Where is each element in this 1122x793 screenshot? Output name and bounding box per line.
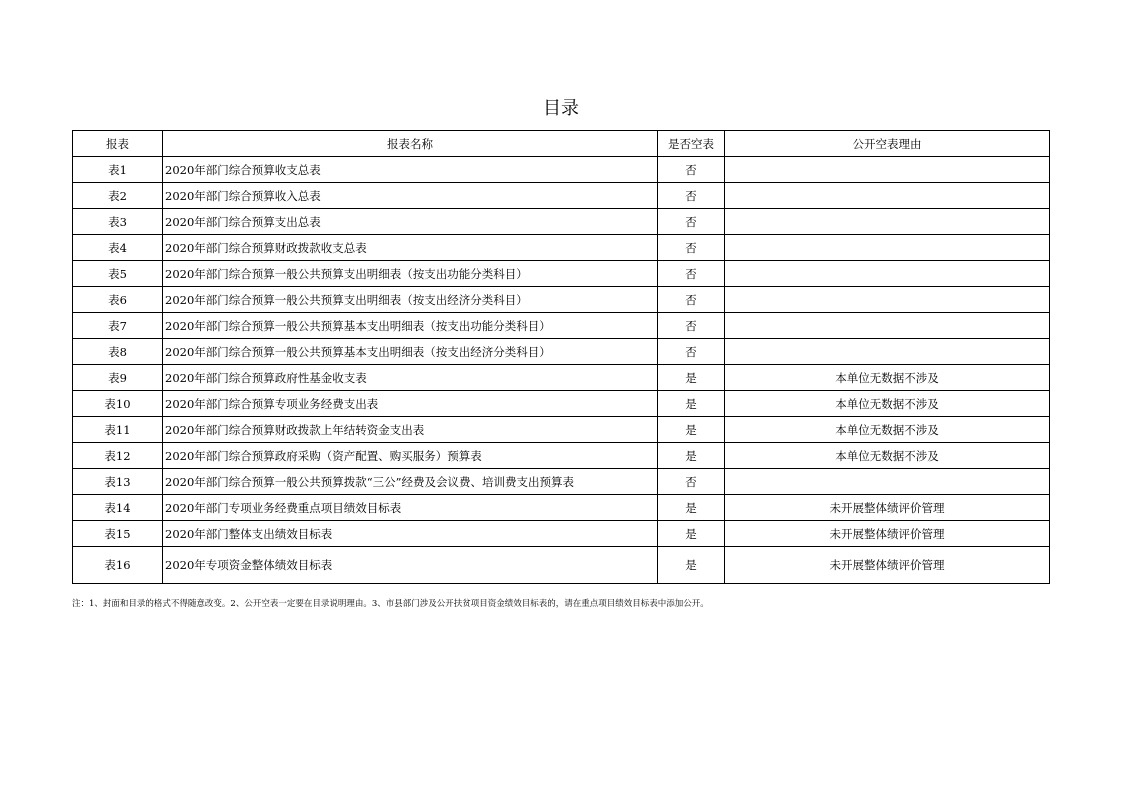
report-number: 表12 — [73, 443, 163, 469]
is-empty-value: 否 — [658, 235, 725, 261]
is-empty-value: 是 — [658, 521, 725, 547]
empty-reason: 未开展整体绩评价管理 — [725, 547, 1050, 584]
table-row — [73, 391, 1050, 417]
report-number: 表14 — [73, 495, 163, 521]
footnote: 注：1、封面和目录的格式不得随意改变。2、公开空表一定要在目录说明理由。3、市县部门涉及公开扶贫项目资金绩效目标表的，请在重点项目绩效目标表中添加公开。 — [72, 599, 709, 609]
table-row — [73, 261, 1050, 287]
empty-reason: 未开展整体绩评价管理 — [725, 495, 1050, 521]
is-empty-value: 否 — [658, 339, 725, 365]
empty-reason: 本单位无数据不涉及 — [725, 443, 1050, 469]
report-name: 2020年部门综合预算政府性基金收支表 — [163, 365, 658, 391]
header-empty-reason: 公开空表理由 — [725, 131, 1050, 157]
report-name: 2020年部门综合预算收支总表 — [163, 157, 658, 183]
report-name: 2020年部门综合预算收入总表 — [163, 183, 658, 209]
empty-reason — [725, 339, 1050, 365]
report-name: 2020年部门综合预算专项业务经费支出表 — [163, 391, 658, 417]
is-empty-value: 是 — [658, 417, 725, 443]
report-number: 表9 — [73, 365, 163, 391]
report-number: 表7 — [73, 313, 163, 339]
table-row — [73, 183, 1050, 209]
report-name: 2020年部门整体支出绩效目标表 — [163, 521, 658, 547]
is-empty-value: 是 — [658, 391, 725, 417]
empty-reason: 本单位无数据不涉及 — [725, 391, 1050, 417]
empty-reason — [725, 209, 1050, 235]
page-title: 目录 — [543, 98, 579, 119]
report-number: 表2 — [73, 183, 163, 209]
table-row — [73, 209, 1050, 235]
table-header-row — [73, 131, 1050, 157]
table-row — [73, 339, 1050, 365]
empty-reason — [725, 469, 1050, 495]
is-empty-value: 否 — [658, 469, 725, 495]
report-name: 2020年部门专项业务经费重点项目绩效目标表 — [163, 495, 658, 521]
is-empty-value: 是 — [658, 443, 725, 469]
report-number: 表16 — [73, 547, 163, 584]
empty-reason — [725, 183, 1050, 209]
report-number: 表8 — [73, 339, 163, 365]
report-name: 2020年专项资金整体绩效目标表 — [163, 547, 658, 584]
table-body — [73, 157, 1050, 584]
empty-reason — [725, 287, 1050, 313]
catalog-table — [72, 130, 1050, 584]
table-row — [73, 365, 1050, 391]
table-row — [73, 443, 1050, 469]
report-name: 2020年部门综合预算政府采购（资产配置、购买服务）预算表 — [163, 443, 658, 469]
report-number: 表15 — [73, 521, 163, 547]
report-number: 表4 — [73, 235, 163, 261]
table-row — [73, 157, 1050, 183]
report-number: 表3 — [73, 209, 163, 235]
table-row — [73, 469, 1050, 495]
report-name: 2020年部门综合预算一般公共预算支出明细表（按支出功能分类科目） — [163, 261, 658, 287]
is-empty-value: 是 — [658, 365, 725, 391]
empty-reason — [725, 235, 1050, 261]
empty-reason — [725, 313, 1050, 339]
is-empty-value: 否 — [658, 183, 725, 209]
report-number: 表6 — [73, 287, 163, 313]
empty-reason — [725, 157, 1050, 183]
report-name: 2020年部门综合预算一般公共预算基本支出明细表（按支出经济分类科目） — [163, 339, 658, 365]
report-number: 表13 — [73, 469, 163, 495]
header-report-name: 报表名称 — [163, 131, 658, 157]
header-report-number: 报表 — [73, 131, 163, 157]
is-empty-value: 否 — [658, 313, 725, 339]
table-row — [73, 495, 1050, 521]
table-row — [73, 417, 1050, 443]
is-empty-value: 否 — [658, 261, 725, 287]
empty-reason: 未开展整体绩评价管理 — [725, 521, 1050, 547]
is-empty-value: 否 — [658, 157, 725, 183]
report-name: 2020年部门综合预算财政拨款收支总表 — [163, 235, 658, 261]
report-name: 2020年部门综合预算一般公共预算支出明细表（按支出经济分类科目） — [163, 287, 658, 313]
report-number: 表1 — [73, 157, 163, 183]
empty-reason — [725, 261, 1050, 287]
empty-reason: 本单位无数据不涉及 — [725, 417, 1050, 443]
table-row — [73, 287, 1050, 313]
report-number: 表10 — [73, 391, 163, 417]
table-row — [73, 521, 1050, 547]
report-name: 2020年部门综合预算财政拨款上年结转资金支出表 — [163, 417, 658, 443]
table-row — [73, 313, 1050, 339]
report-name: 2020年部门综合预算支出总表 — [163, 209, 658, 235]
report-name: 2020年部门综合预算一般公共预算拨款“三公”经费及会议费、培训费支出预算表 — [163, 469, 658, 495]
is-empty-value: 否 — [658, 287, 725, 313]
is-empty-value: 是 — [658, 547, 725, 584]
report-number: 表11 — [73, 417, 163, 443]
is-empty-value: 否 — [658, 209, 725, 235]
table-row — [73, 547, 1050, 584]
report-name: 2020年部门综合预算一般公共预算基本支出明细表（按支出功能分类科目） — [163, 313, 658, 339]
header-is-empty: 是否空表 — [658, 131, 725, 157]
table-row — [73, 235, 1050, 261]
report-number: 表5 — [73, 261, 163, 287]
is-empty-value: 是 — [658, 495, 725, 521]
empty-reason: 本单位无数据不涉及 — [725, 365, 1050, 391]
